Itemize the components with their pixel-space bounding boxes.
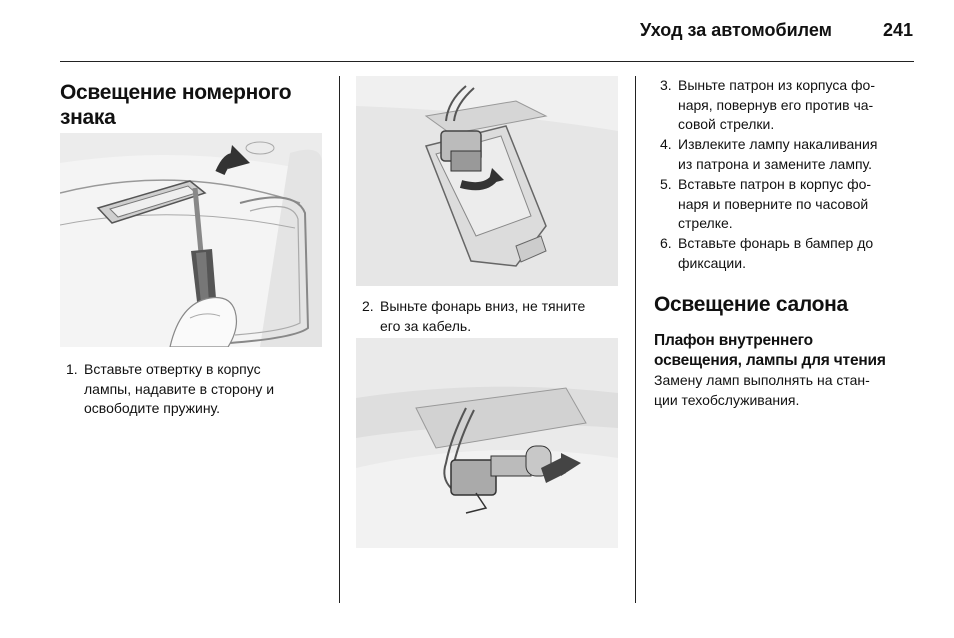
step-number: 1. [66, 361, 78, 377]
column-divider-left [339, 76, 340, 603]
illustration-bulb-socket [356, 338, 618, 548]
step-number: 5. [660, 176, 672, 192]
service-note: Замену ламп выполнять на стан- ции техобслуживания. [654, 372, 870, 408]
section-heading-license-plate-light: Освещение номерного знака [60, 81, 292, 129]
section-heading-interior-lighting: Освещение салона [654, 293, 848, 316]
step-number: 6. [660, 235, 672, 251]
instruction-step-3 [660, 76, 875, 135]
header-divider [60, 61, 914, 62]
column-divider-right [635, 76, 636, 603]
instruction-step-1 [66, 360, 274, 419]
step-number: 4. [660, 136, 672, 152]
chapter-title: Уход за автомобилем [640, 20, 832, 40]
instruction-step-2 [362, 297, 585, 336]
step-number: 3. [660, 77, 672, 93]
instruction-step-5 [660, 175, 871, 234]
step-text: Вставьте патрон в корпус фо- наря и поверните по часовой стрелке. [678, 176, 872, 231]
step-text: Вставьте фонарь в бампер до фиксации. [678, 235, 874, 271]
illustration-lamp-removed [356, 76, 618, 286]
illustration-screwdriver-lamp [60, 133, 322, 347]
step-text: Извлеките лампу накаливания из патрона и замените лампу. [678, 136, 878, 172]
step-text: Выньте фонарь вниз, не тяните его за кабель. [380, 298, 586, 334]
step-text: Выньте патрон из корпуса фо- наря, повернув его против ча- совой стрелки. [678, 77, 875, 132]
instruction-step-4 [660, 135, 877, 174]
instruction-step-6 [660, 234, 873, 273]
step-text: Вставьте отвертку в корпус лампы, надавите в сторону и освободите пружину. [84, 361, 275, 416]
subheading-dome-reading-lamps: Плафон внутреннего освещения, лампы для чтения [654, 332, 886, 369]
page-number: 241 [883, 20, 914, 40]
step-number: 2. [362, 298, 374, 314]
